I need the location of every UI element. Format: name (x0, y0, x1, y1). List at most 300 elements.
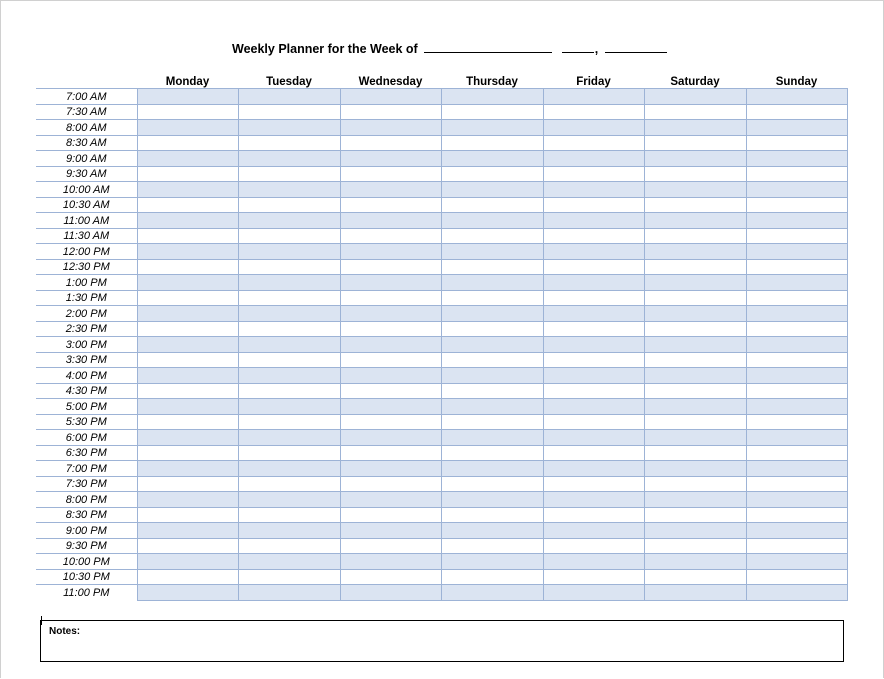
schedule-cell[interactable] (543, 368, 644, 384)
time-label: 10:00 PM (36, 554, 137, 570)
schedule-cell[interactable] (137, 523, 238, 539)
time-slot-row (36, 399, 847, 415)
schedule-cell[interactable] (137, 306, 238, 322)
schedule-cell[interactable] (137, 290, 238, 306)
day-header: Wednesday (358, 76, 423, 88)
schedule-cell[interactable] (543, 321, 644, 337)
schedule-cell[interactable] (746, 213, 847, 229)
schedule-cell[interactable] (441, 368, 543, 384)
schedule-cell[interactable] (746, 321, 847, 337)
schedule-cell[interactable] (543, 244, 644, 260)
year-blank-line[interactable] (605, 40, 667, 53)
planner-grid (36, 73, 848, 601)
schedule-cell[interactable] (137, 461, 238, 477)
time-label: 6:30 PM (36, 445, 137, 461)
schedule-cell[interactable] (238, 476, 340, 492)
time-label: 5:30 PM (36, 414, 137, 430)
time-label: 8:30 AM (36, 135, 137, 151)
schedule-cell[interactable] (746, 569, 847, 585)
schedule-cell[interactable] (644, 461, 746, 477)
schedule-cell[interactable] (441, 197, 543, 213)
schedule-cell[interactable] (441, 399, 543, 415)
schedule-cell[interactable] (441, 244, 543, 260)
schedule-cell[interactable] (238, 197, 340, 213)
time-slot-row (36, 337, 847, 353)
schedule-cell[interactable] (340, 523, 441, 539)
schedule-cell[interactable] (746, 135, 847, 151)
schedule-cell[interactable] (340, 337, 441, 353)
schedule-cell[interactable] (543, 399, 644, 415)
time-label: 12:00 PM (36, 244, 137, 260)
schedule-cell[interactable] (644, 182, 746, 198)
time-slot-row (36, 383, 847, 399)
schedule-cell[interactable] (543, 492, 644, 508)
time-label: 10:00 AM (36, 182, 137, 198)
schedule-cell[interactable] (340, 135, 441, 151)
time-slot-row (36, 538, 847, 554)
schedule-cell[interactable] (137, 538, 238, 554)
schedule-cell[interactable] (441, 430, 543, 446)
time-slot-row (36, 368, 847, 384)
time-slot-row (36, 182, 847, 198)
schedule-cell[interactable] (644, 120, 746, 136)
schedule-cell[interactable] (746, 104, 847, 120)
schedule-cell[interactable] (137, 197, 238, 213)
schedule-cell[interactable] (746, 151, 847, 167)
schedule-cell[interactable] (137, 89, 238, 105)
schedule-cell[interactable] (543, 89, 644, 105)
time-slot-row (36, 569, 847, 585)
schedule-cell[interactable] (238, 414, 340, 430)
schedule-cell[interactable] (543, 197, 644, 213)
schedule-cell[interactable] (543, 275, 644, 291)
schedule-cell[interactable] (746, 259, 847, 275)
schedule-cell[interactable] (746, 352, 847, 368)
schedule-cell[interactable] (137, 213, 238, 229)
schedule-cell[interactable] (340, 585, 441, 601)
time-slot-row (36, 290, 847, 306)
time-slot-row (36, 244, 847, 260)
schedule-cell[interactable] (543, 554, 644, 570)
time-label: 7:30 AM (36, 104, 137, 120)
schedule-cell[interactable] (746, 445, 847, 461)
schedule-cell[interactable] (238, 104, 340, 120)
schedule-cell[interactable] (746, 476, 847, 492)
schedule-cell[interactable] (340, 259, 441, 275)
schedule-cell[interactable] (746, 197, 847, 213)
schedule-cell[interactable] (441, 166, 543, 182)
time-label: 8:00 AM (36, 120, 137, 136)
schedule-cell[interactable] (746, 182, 847, 198)
schedule-cell[interactable] (137, 244, 238, 260)
schedule-cell[interactable] (238, 368, 340, 384)
schedule-cell[interactable] (238, 523, 340, 539)
schedule-cell[interactable] (137, 120, 238, 136)
schedule-cell[interactable] (441, 352, 543, 368)
schedule-cell[interactable] (644, 244, 746, 260)
schedule-cell[interactable] (746, 492, 847, 508)
time-slot-row (36, 523, 847, 539)
time-label: 11:00 PM (36, 585, 137, 601)
schedule-cell[interactable] (543, 445, 644, 461)
schedule-cell[interactable] (441, 585, 543, 601)
schedule-cell[interactable] (340, 104, 441, 120)
schedule-cell[interactable] (746, 306, 847, 322)
schedule-cell[interactable] (644, 321, 746, 337)
schedule-cell[interactable] (238, 228, 340, 244)
schedule-cell[interactable] (238, 399, 340, 415)
time-label: 9:00 PM (36, 523, 137, 539)
schedule-cell[interactable] (137, 337, 238, 353)
time-slot-row (36, 445, 847, 461)
schedule-cell[interactable] (543, 461, 644, 477)
schedule-cell[interactable] (340, 182, 441, 198)
schedule-cell[interactable] (644, 89, 746, 105)
time-label: 9:30 PM (36, 538, 137, 554)
schedule-cell[interactable] (137, 275, 238, 291)
schedule-cell[interactable] (644, 104, 746, 120)
schedule-cell[interactable] (137, 151, 238, 167)
schedule-cell[interactable] (238, 135, 340, 151)
schedule-cell[interactable] (746, 228, 847, 244)
schedule-cell[interactable] (746, 120, 847, 136)
schedule-cell[interactable] (441, 182, 543, 198)
schedule-cell[interactable] (137, 104, 238, 120)
schedule-cell[interactable] (238, 120, 340, 136)
schedule-cell[interactable] (137, 166, 238, 182)
time-slot-row (36, 492, 847, 508)
time-label: 7:00 AM (36, 89, 137, 105)
schedule-cell[interactable] (543, 430, 644, 446)
schedule-cell[interactable] (340, 275, 441, 291)
schedule-cell[interactable] (644, 337, 746, 353)
schedule-cell[interactable] (543, 337, 644, 353)
schedule-cell[interactable] (238, 321, 340, 337)
schedule-cell[interactable] (441, 569, 543, 585)
schedule-cell[interactable] (238, 337, 340, 353)
schedule-cell[interactable] (543, 290, 644, 306)
schedule-cell[interactable] (746, 461, 847, 477)
schedule-cell[interactable] (644, 445, 746, 461)
schedule-cell[interactable] (746, 290, 847, 306)
schedule-cell[interactable] (644, 492, 746, 508)
schedule-cell[interactable] (543, 135, 644, 151)
schedule-cell[interactable] (644, 259, 746, 275)
schedule-cell[interactable] (340, 383, 441, 399)
schedule-cell[interactable] (644, 290, 746, 306)
planner-title: Weekly Planner for the Week of , (232, 40, 667, 56)
schedule-cell[interactable] (340, 445, 441, 461)
schedule-cell[interactable] (543, 414, 644, 430)
schedule-cell[interactable] (137, 554, 238, 570)
week-blank-line[interactable] (424, 40, 552, 53)
schedule-cell[interactable] (238, 492, 340, 508)
schedule-cell[interactable] (644, 383, 746, 399)
schedule-cell[interactable] (340, 166, 441, 182)
schedule-cell[interactable] (441, 259, 543, 275)
day-header: Tuesday (266, 76, 312, 88)
schedule-cell[interactable] (340, 321, 441, 337)
schedule-cell[interactable] (644, 554, 746, 570)
schedule-cell[interactable] (543, 585, 644, 601)
time-slot-row (36, 213, 847, 229)
time-slot-row (36, 585, 847, 601)
schedule-cell[interactable] (441, 523, 543, 539)
schedule-cell[interactable] (441, 445, 543, 461)
schedule-cell[interactable] (543, 182, 644, 198)
schedule-cell[interactable] (441, 414, 543, 430)
day-blank-line[interactable] (562, 40, 594, 53)
schedule-cell[interactable] (137, 135, 238, 151)
time-slot-row (36, 120, 847, 136)
schedule-cell[interactable] (441, 337, 543, 353)
schedule-cell[interactable] (746, 585, 847, 601)
time-slot-row (36, 507, 847, 523)
schedule-cell[interactable] (644, 430, 746, 446)
schedule-cell[interactable] (238, 554, 340, 570)
schedule-cell[interactable] (137, 430, 238, 446)
time-label: 8:30 PM (36, 507, 137, 523)
schedule-cell[interactable] (543, 569, 644, 585)
schedule-cell[interactable] (746, 538, 847, 554)
schedule-cell[interactable] (340, 244, 441, 260)
day-header: Thursday (466, 76, 518, 88)
schedule-cell[interactable] (644, 368, 746, 384)
schedule-cell[interactable] (543, 151, 644, 167)
schedule-cell[interactable] (543, 507, 644, 523)
schedule-cell[interactable] (441, 461, 543, 477)
schedule-cell[interactable] (644, 538, 746, 554)
schedule-cell[interactable] (644, 306, 746, 322)
schedule-cell[interactable] (441, 104, 543, 120)
schedule-cell[interactable] (238, 538, 340, 554)
schedule-cell[interactable] (340, 492, 441, 508)
time-label: 11:30 AM (36, 228, 137, 244)
schedule-cell[interactable] (441, 213, 543, 229)
time-slots (36, 89, 847, 601)
notes-label: Notes: (49, 626, 81, 637)
schedule-cell[interactable] (644, 166, 746, 182)
schedule-cell[interactable] (340, 569, 441, 585)
header-row (36, 73, 847, 89)
schedule-cell[interactable] (543, 259, 644, 275)
schedule-cell[interactable] (238, 151, 340, 167)
schedule-cell[interactable] (238, 89, 340, 105)
schedule-cell[interactable] (441, 275, 543, 291)
schedule-cell[interactable] (644, 197, 746, 213)
schedule-cell[interactable] (543, 476, 644, 492)
time-label: 2:30 PM (36, 321, 137, 337)
schedule-cell[interactable] (137, 414, 238, 430)
schedule-cell[interactable] (746, 414, 847, 430)
schedule-cell[interactable] (441, 151, 543, 167)
day-header: Monday (165, 76, 210, 88)
schedule-cell[interactable] (644, 523, 746, 539)
schedule-cell[interactable] (441, 507, 543, 523)
schedule-cell[interactable] (340, 89, 441, 105)
schedule-cell[interactable] (543, 120, 644, 136)
time-label: 4:00 PM (36, 368, 137, 384)
schedule-cell[interactable] (340, 368, 441, 384)
schedule-cell[interactable] (644, 213, 746, 229)
schedule-cell[interactable] (441, 290, 543, 306)
time-slot-row (36, 166, 847, 182)
schedule-cell[interactable] (543, 538, 644, 554)
schedule-cell[interactable] (746, 399, 847, 415)
schedule-cell[interactable] (543, 306, 644, 322)
schedule-cell[interactable] (441, 554, 543, 570)
schedule-cell[interactable] (441, 492, 543, 508)
schedule-cell[interactable] (340, 430, 441, 446)
schedule-cell[interactable] (644, 569, 746, 585)
schedule-cell[interactable] (340, 306, 441, 322)
schedule-cell[interactable] (441, 228, 543, 244)
schedule-cell[interactable] (238, 166, 340, 182)
time-slot-row (36, 104, 847, 120)
schedule-cell[interactable] (644, 275, 746, 291)
schedule-cell[interactable] (340, 554, 441, 570)
schedule-cell[interactable] (340, 352, 441, 368)
schedule-cell[interactable] (644, 135, 746, 151)
day-header: Sunday (775, 76, 818, 88)
schedule-cell[interactable] (137, 228, 238, 244)
schedule-cell[interactable] (340, 120, 441, 136)
time-label: 4:30 PM (36, 383, 137, 399)
schedule-cell[interactable] (137, 399, 238, 415)
schedule-cell[interactable] (137, 368, 238, 384)
schedule-cell[interactable] (340, 476, 441, 492)
schedule-cell[interactable] (238, 445, 340, 461)
schedule-cell[interactable] (746, 507, 847, 523)
schedule-cell[interactable] (137, 259, 238, 275)
schedule-cell[interactable] (644, 399, 746, 415)
time-label: 3:30 PM (36, 352, 137, 368)
schedule-cell[interactable] (441, 476, 543, 492)
schedule-cell[interactable] (746, 430, 847, 446)
schedule-cell[interactable] (644, 151, 746, 167)
title-text: Weekly Planner for the Week of (232, 42, 418, 56)
schedule-cell[interactable] (137, 352, 238, 368)
schedule-cell[interactable] (746, 383, 847, 399)
schedule-cell[interactable] (543, 166, 644, 182)
schedule-cell[interactable] (137, 569, 238, 585)
schedule-cell[interactable] (238, 569, 340, 585)
schedule-cell[interactable] (644, 507, 746, 523)
time-label: 9:30 AM (36, 166, 137, 182)
schedule-cell[interactable] (238, 585, 340, 601)
schedule-cell[interactable] (644, 352, 746, 368)
schedule-cell[interactable] (137, 507, 238, 523)
time-label: 10:30 AM (36, 197, 137, 213)
schedule-cell[interactable] (543, 383, 644, 399)
schedule-cell[interactable] (238, 352, 340, 368)
schedule-cell[interactable] (746, 275, 847, 291)
schedule-cell[interactable] (238, 244, 340, 260)
time-label: 11:00 AM (36, 213, 137, 229)
notes-box[interactable] (40, 620, 844, 662)
schedule-cell[interactable] (340, 507, 441, 523)
schedule-cell[interactable] (543, 352, 644, 368)
schedule-cell[interactable] (644, 476, 746, 492)
schedule-cell[interactable] (137, 445, 238, 461)
time-label: 1:00 PM (36, 275, 137, 291)
schedule-cell[interactable] (137, 383, 238, 399)
schedule-cell[interactable] (137, 585, 238, 601)
schedule-cell[interactable] (543, 104, 644, 120)
schedule-cell[interactable] (746, 89, 847, 105)
schedule-cell[interactable] (441, 538, 543, 554)
schedule-cell[interactable] (340, 151, 441, 167)
schedule-cell[interactable] (441, 321, 543, 337)
schedule-cell[interactable] (543, 213, 644, 229)
schedule-cell[interactable] (441, 383, 543, 399)
schedule-cell[interactable] (340, 228, 441, 244)
time-slot-row (36, 554, 847, 570)
schedule-cell[interactable] (340, 290, 441, 306)
schedule-cell[interactable] (340, 213, 441, 229)
schedule-cell[interactable] (238, 383, 340, 399)
schedule-cell[interactable] (746, 244, 847, 260)
time-slot-row (36, 151, 847, 167)
schedule-cell[interactable] (137, 476, 238, 492)
schedule-cell[interactable] (746, 337, 847, 353)
schedule-cell[interactable] (746, 523, 847, 539)
schedule-cell[interactable] (441, 120, 543, 136)
schedule-cell[interactable] (340, 197, 441, 213)
schedule-cell[interactable] (238, 182, 340, 198)
time-slot-row (36, 414, 847, 430)
schedule-cell[interactable] (644, 228, 746, 244)
schedule-cell[interactable] (238, 275, 340, 291)
schedule-cell[interactable] (238, 290, 340, 306)
schedule-cell[interactable] (137, 492, 238, 508)
time-slot-row (36, 259, 847, 275)
schedule-cell[interactable] (441, 89, 543, 105)
schedule-cell[interactable] (340, 538, 441, 554)
schedule-cell[interactable] (238, 461, 340, 477)
time-label: 1:30 PM (36, 290, 137, 306)
time-label: 7:30 PM (36, 476, 137, 492)
time-slot-row (36, 461, 847, 477)
schedule-cell[interactable] (746, 554, 847, 570)
time-slot-row (36, 228, 847, 244)
time-label: 10:30 PM (36, 569, 137, 585)
time-label: 5:00 PM (36, 399, 137, 415)
schedule-cell[interactable] (644, 414, 746, 430)
schedule-cell[interactable] (441, 135, 543, 151)
time-slot-row (36, 476, 847, 492)
schedule-cell[interactable] (238, 430, 340, 446)
schedule-cell[interactable] (340, 414, 441, 430)
schedule-cell[interactable] (746, 166, 847, 182)
schedule-cell[interactable] (238, 306, 340, 322)
schedule-cell[interactable] (543, 523, 644, 539)
schedule-cell[interactable] (746, 368, 847, 384)
schedule-cell[interactable] (543, 228, 644, 244)
schedule-cell[interactable] (238, 213, 340, 229)
time-slot-row (36, 275, 847, 291)
schedule-cell[interactable] (441, 306, 543, 322)
schedule-cell[interactable] (238, 507, 340, 523)
schedule-cell[interactable] (137, 321, 238, 337)
schedule-cell[interactable] (340, 399, 441, 415)
schedule-cell[interactable] (340, 461, 441, 477)
schedule-cell[interactable] (137, 182, 238, 198)
time-label: 6:00 PM (36, 430, 137, 446)
schedule-cell[interactable] (644, 585, 746, 601)
schedule-cell[interactable] (238, 259, 340, 275)
time-slot-row (36, 352, 847, 368)
